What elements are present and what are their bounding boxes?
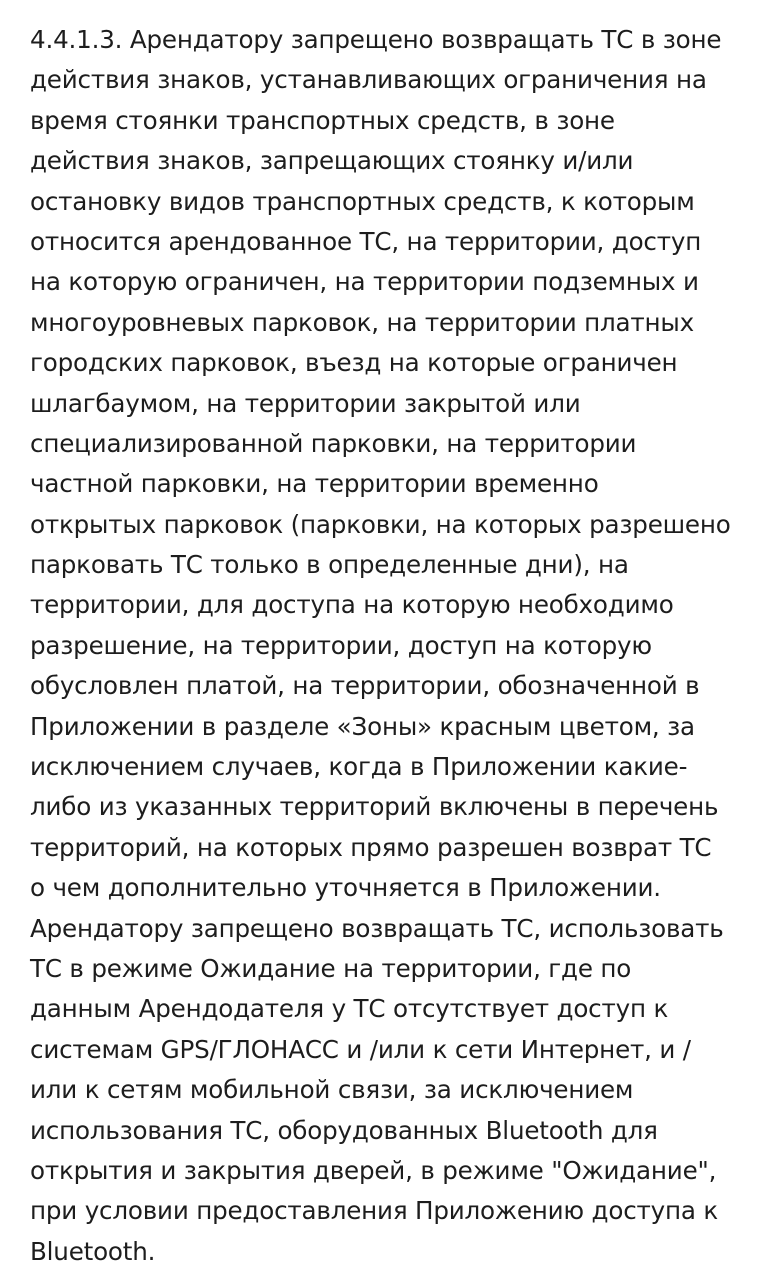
text-line: данным Арендодателя у ТС отсутствует доступ к [30, 994, 669, 1024]
document-text [30, 20, 750, 1272]
text-line: на которую ограничен, на территории подземных и [30, 267, 699, 297]
text-line: исключением случаев, когда в Приложении какие- [30, 752, 688, 782]
text-line: остановку видов транспортных средств, к которым [30, 186, 695, 216]
text-line: парковать ТС только в определенные дни), на [30, 550, 629, 580]
text-line: либо из указанных территорий включены в перечень [30, 792, 719, 822]
text-line: частной парковки, на территории временно [30, 469, 599, 499]
text-line: Приложении в разделе «Зоны» красным цветом, за [30, 711, 695, 741]
text-line: территории, для доступа на которую необходимо [30, 590, 674, 620]
text-line: действия знаков, запрещающих стоянку и/или [30, 146, 634, 176]
text-line: разрешение, на территории, доступ на которую [30, 630, 652, 660]
text-line: специализированной парковки, на территории [30, 428, 637, 458]
text-line: при условии предоставления Приложению доступа к [30, 1196, 719, 1226]
text-line: городских парковок, въезд на которые ограничен [30, 348, 678, 378]
text-line: системам GPS/ГЛОНАСС и /или к сети Интернет, и / [30, 1034, 691, 1064]
text-line: шлагбаумом, на территории закрытой или [30, 388, 581, 418]
text-line: или к сетям мобильной связи, за исключением [30, 1075, 634, 1105]
text-line: 4.4.1.3. Арендатору запрещено возвращать ТС в зоне [30, 25, 722, 54]
text-line: открытия и закрытия дверей, в режиме "Ожидание", [30, 1155, 717, 1185]
text-line: использования ТС, оборудованных Bluetooth для [30, 1115, 658, 1145]
text-line: Арендатору запрещено возвращать ТС, использовать [30, 913, 724, 943]
text-line: действия знаков, устанавливающих ограничения на [30, 65, 707, 95]
text-line: обусловлен платой, на территории, обозначенной в [30, 671, 700, 701]
text-line: Bluetooth. [30, 1236, 156, 1266]
text-line: ТС в режиме Ожидание на территории, где по [30, 953, 632, 983]
text-line: относится арендованное ТС, на территории, доступ [30, 226, 702, 256]
text-line: открытых парковок (парковки, на которых разрешено [30, 509, 731, 539]
text-line: время стоянки транспортных средств, в зоне [30, 105, 615, 135]
text-line: о чем дополнительно уточняется в Приложении. [30, 873, 661, 903]
text-line: многоуровневых парковок, на территории платных [30, 307, 694, 337]
text-line: территорий, на которых прямо разрешен возврат ТС [30, 832, 712, 862]
